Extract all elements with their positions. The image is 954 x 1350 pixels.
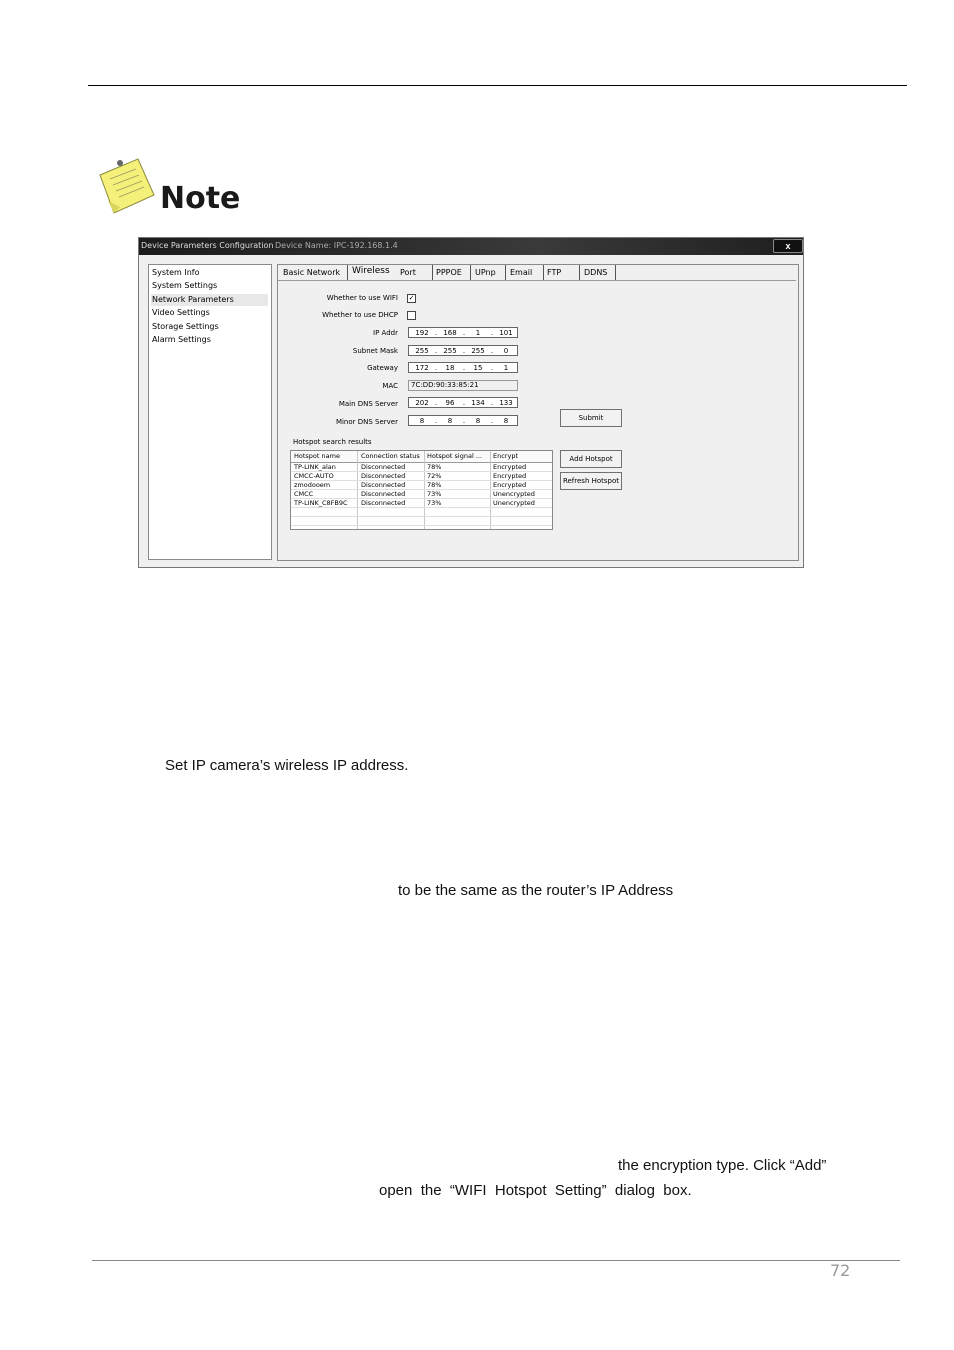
column-header[interactable]: Encrypt: [493, 452, 518, 460]
column-header[interactable]: Connection status: [361, 452, 420, 460]
dns2-octet: 8: [475, 417, 481, 425]
gateway-label: Gateway: [367, 364, 398, 372]
table-row[interactable]: TP-LINK_C8FB9C: [294, 499, 348, 507]
title-bar: [139, 238, 803, 255]
dns2-octet: 8: [503, 417, 509, 425]
close-button[interactable]: x: [773, 239, 803, 253]
ip-octet: 1: [475, 329, 481, 337]
table-cell: Unencrypted: [493, 499, 535, 507]
hotspot-table: [290, 450, 553, 530]
tab-ddns[interactable]: DDNS: [584, 265, 616, 281]
minor-dns-field[interactable]: 8 . 8 . 8 . 8: [408, 415, 518, 426]
subnet-mask-field[interactable]: 255 . 255 . 255 . 0: [408, 345, 518, 356]
submit-button[interactable]: Submit: [560, 409, 622, 427]
table-cell: 73%: [427, 499, 442, 507]
footer-rule: [92, 1260, 900, 1261]
sticky-note-icon: [98, 155, 158, 217]
body-text-wireless-ip: Set IP camera’s wireless IP address.: [165, 757, 409, 774]
page-number: 72: [830, 1261, 851, 1280]
main-dns-label: Main DNS Server: [338, 400, 398, 408]
tab-divider: [278, 280, 796, 281]
body-text-encryption: the encryption type. Click “Add”: [618, 1157, 827, 1174]
use-wifi-checkbox[interactable]: ✓: [408, 295, 415, 302]
dns2-octet: 8: [419, 417, 425, 425]
mask-octet: 255: [471, 347, 485, 355]
table-row[interactable]: TP-LINK_alan: [294, 463, 336, 471]
note-label: Note: [160, 181, 241, 216]
dns2-octet: 8: [447, 417, 453, 425]
tab-email[interactable]: Email: [510, 265, 544, 281]
table-cell: Disconnected: [361, 481, 406, 489]
dns1-octet: 202: [415, 399, 429, 407]
main-dns-field[interactable]: 202 . 96 . 134 . 133: [408, 397, 518, 408]
table-cell: Disconnected: [361, 472, 406, 480]
mac-label: MAC: [382, 382, 398, 390]
nav-item-storage-settings[interactable]: Storage Settings: [152, 322, 219, 331]
use-dhcp-checkbox[interactable]: [407, 311, 416, 320]
mask-octet: 0: [503, 347, 509, 355]
tab-basic-network[interactable]: Basic Network: [283, 265, 348, 281]
hotspot-section-label: Hotspot search results: [293, 438, 372, 446]
column-header[interactable]: Hotspot signal ...: [427, 452, 483, 460]
window-title: Device Parameters Configuration: [141, 241, 274, 250]
table-row[interactable]: CMCC: [294, 490, 314, 498]
table-cell: Encrypted: [493, 472, 527, 480]
minor-dns-label: Minor DNS Server: [335, 418, 398, 426]
use-dhcp-label: Whether to use DHCP: [322, 311, 398, 319]
nav-item-alarm-settings[interactable]: Alarm Settings: [152, 335, 211, 344]
use-wifi-label: Whether to use WIFI: [326, 294, 398, 302]
gateway-octet: 1: [503, 364, 509, 372]
table-cell: Disconnected: [361, 490, 406, 498]
nav-item-system-settings[interactable]: System Settings: [152, 281, 218, 290]
table-cell: 73%: [427, 490, 442, 498]
table-cell: 78%: [427, 481, 442, 489]
mask-octet: 255: [443, 347, 457, 355]
tab-ftp[interactable]: FTP: [547, 265, 580, 281]
body-text-router-ip: to be the same as the router’s IP Address: [398, 882, 674, 899]
table-cell: Disconnected: [361, 463, 406, 471]
mac-field: 7C:DD:90:33:85:21: [408, 380, 518, 391]
dns1-octet: 96: [445, 399, 455, 407]
device-name: Device Name: IPC-192.168.1.4: [275, 241, 398, 250]
table-cell: Encrypted: [493, 463, 527, 471]
tab-wireless[interactable]: Wireless: [352, 266, 390, 276]
ip-octet: 192: [415, 329, 429, 337]
nav-item-system-info[interactable]: System Info: [152, 268, 200, 277]
table-cell: 78%: [427, 463, 442, 471]
ip-addr-field[interactable]: 192 . 168 . 1 . 101: [408, 327, 518, 338]
refresh-hotspot-button[interactable]: Refresh Hotspot: [560, 472, 622, 490]
tab-port[interactable]: Port: [400, 265, 433, 281]
nav-item-network-parameters[interactable]: Network Parameters: [151, 294, 268, 306]
add-hotspot-button[interactable]: Add Hotspot: [560, 450, 622, 468]
nav-panel: [148, 264, 272, 560]
table-cell: Disconnected: [361, 499, 406, 507]
subnet-mask-label: Subnet Mask: [352, 347, 398, 355]
tab-upnp[interactable]: UPnp: [475, 265, 506, 281]
dns1-octet: 133: [499, 399, 513, 407]
gateway-octet: 18: [445, 364, 455, 372]
table-row[interactable]: CMCC-AUTO: [294, 472, 334, 480]
ip-octet: 168: [443, 329, 457, 337]
gateway-field[interactable]: 172 . 18 . 15 . 1: [408, 362, 518, 373]
mask-octet: 255: [415, 347, 429, 355]
tab-pppoe[interactable]: PPPOE: [436, 265, 471, 281]
gateway-octet: 15: [473, 364, 483, 372]
header-rule: [88, 85, 907, 86]
nav-item-video-settings[interactable]: Video Settings: [152, 308, 210, 317]
device-config-window: [138, 237, 804, 568]
body-text-open-dialog: open the “WIFI Hotspot Setting” dialog box.: [379, 1182, 692, 1199]
dns1-octet: 134: [471, 399, 485, 407]
ip-addr-label: IP Addr: [373, 329, 398, 337]
ip-octet: 101: [499, 329, 513, 337]
table-cell: Encrypted: [493, 481, 527, 489]
table-cell: 72%: [427, 472, 442, 480]
column-header[interactable]: Hotspot name: [294, 452, 340, 460]
gateway-octet: 172: [415, 364, 429, 372]
table-row[interactable]: zmodooem: [294, 481, 331, 489]
table-cell: Unencrypted: [493, 490, 535, 498]
